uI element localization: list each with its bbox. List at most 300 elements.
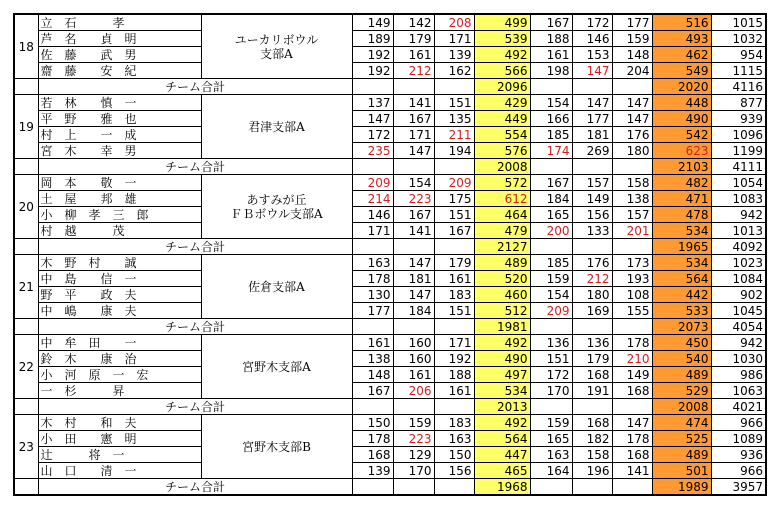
group-number: 20 — [14, 175, 38, 239]
team-sum-grand: 4111 — [711, 159, 766, 175]
team-name-line: ＦＢボウル支部A — [230, 206, 323, 221]
empty-cell — [434, 319, 474, 335]
empty-cell — [393, 79, 434, 95]
score-cell: 576 — [474, 143, 530, 159]
score-cell: 141 — [393, 223, 434, 239]
score-cell: 163 — [352, 255, 393, 271]
score-cell: 167 — [393, 207, 434, 223]
score-cell: 157 — [612, 207, 652, 223]
score-cell: 136 — [530, 335, 572, 351]
score-cell: 147 — [612, 111, 652, 127]
empty-cell — [612, 319, 652, 335]
score-cell: 471 — [652, 191, 711, 207]
score-cell: 148 — [352, 367, 393, 383]
score-cell: 161 — [434, 383, 474, 399]
empty-cell — [434, 239, 474, 255]
score-cell: 161 — [530, 47, 572, 63]
empty-cell — [530, 159, 572, 175]
score-cell: 169 — [572, 303, 612, 319]
score-cell: 448 — [652, 95, 711, 111]
score-cell: 212 — [393, 63, 434, 79]
player-row — [14, 383, 766, 399]
player-name-text: 岡 本 敬 一 — [40, 175, 137, 190]
score-cell: 540 — [652, 351, 711, 367]
player-row — [14, 95, 766, 111]
empty-cell — [612, 79, 652, 95]
score-cell: 482 — [652, 175, 711, 191]
score-cell: 177 — [612, 14, 652, 31]
team-sum-total: 2096 — [474, 79, 530, 95]
player-row — [14, 143, 766, 159]
player-name — [38, 431, 201, 447]
group-number: 22 — [14, 335, 38, 399]
score-cell: 499 — [474, 14, 530, 31]
team-sum-label: チーム合計 — [38, 159, 352, 175]
score-cell: 159 — [530, 271, 572, 287]
empty-cell — [393, 319, 434, 335]
team-sum-total2: 2008 — [652, 399, 711, 415]
player-row — [14, 431, 766, 447]
score-cell: 189 — [352, 31, 393, 47]
player-row — [14, 175, 766, 191]
team-sum-total: 2127 — [474, 239, 530, 255]
score-cell: 183 — [434, 287, 474, 303]
empty-cell — [352, 319, 393, 335]
score-cell: 489 — [474, 255, 530, 271]
score-cell: 493 — [652, 31, 711, 47]
score-cell: 163 — [530, 447, 572, 463]
score-cell: 141 — [393, 95, 434, 111]
score-cell: 159 — [530, 415, 572, 431]
score-cell: 566 — [474, 63, 530, 79]
score-cell: 151 — [434, 207, 474, 223]
score-cell: 464 — [474, 207, 530, 223]
score-cell: 554 — [474, 127, 530, 143]
player-name-text: 村 越 茂 — [40, 223, 125, 238]
score-cell: 1013 — [711, 223, 766, 239]
score-cell: 902 — [711, 287, 766, 303]
score-cell: 147 — [572, 95, 612, 111]
player-name-text: 一 杉 昇 — [40, 383, 125, 398]
score-cell: 564 — [652, 271, 711, 287]
score-cell: 966 — [711, 463, 766, 479]
score-cell: 179 — [572, 351, 612, 367]
score-cell: 146 — [572, 31, 612, 47]
player-name-text: 山 口 清 一 — [40, 463, 137, 478]
player-name — [38, 207, 201, 223]
score-cell: 142 — [393, 14, 434, 31]
team-sum-row — [14, 79, 766, 95]
team-sum-label: チーム合計 — [38, 79, 352, 95]
empty-cell — [352, 239, 393, 255]
team-sum-total: 1981 — [474, 319, 530, 335]
score-cell: 479 — [474, 223, 530, 239]
score-cell: 182 — [572, 431, 612, 447]
score-cell: 520 — [474, 271, 530, 287]
score-cell: 180 — [572, 287, 612, 303]
score-cell: 176 — [612, 127, 652, 143]
score-cell: 1032 — [711, 31, 766, 47]
player-name — [38, 303, 201, 319]
score-cell: 148 — [612, 47, 652, 63]
score-cell: 1199 — [711, 143, 766, 159]
team-sum-row — [14, 399, 766, 415]
score-cell: 173 — [612, 255, 652, 271]
score-cell: 204 — [612, 63, 652, 79]
player-name — [38, 415, 201, 431]
empty-cell — [352, 479, 393, 496]
score-cell: 133 — [572, 223, 612, 239]
empty-cell — [530, 319, 572, 335]
score-cell: 497 — [474, 367, 530, 383]
team-name-line: 君津支部A — [248, 119, 305, 134]
score-cell: 185 — [530, 127, 572, 143]
score-cell: 986 — [711, 367, 766, 383]
team-sum-total2: 2103 — [652, 159, 711, 175]
empty-cell — [530, 239, 572, 255]
empty-cell — [612, 399, 652, 415]
score-cell: 184 — [530, 191, 572, 207]
team-sum-total: 2013 — [474, 399, 530, 415]
score-cell: 171 — [352, 223, 393, 239]
team-name — [201, 95, 352, 159]
score-cell: 164 — [530, 463, 572, 479]
score-cell: 150 — [434, 447, 474, 463]
score-cell: 449 — [474, 111, 530, 127]
score-cell: 1015 — [711, 14, 766, 31]
team-sum-label: チーム合計 — [38, 399, 352, 415]
score-cell: 163 — [434, 431, 474, 447]
player-row — [14, 223, 766, 239]
score-cell: 165 — [530, 207, 572, 223]
score-cell: 154 — [530, 287, 572, 303]
sum-blank-cell — [14, 319, 38, 335]
score-cell: 512 — [474, 303, 530, 319]
score-cell: 539 — [474, 31, 530, 47]
score-cell: 176 — [572, 255, 612, 271]
score-cell: 542 — [652, 127, 711, 143]
score-cell: 529 — [652, 383, 711, 399]
player-row — [14, 415, 766, 431]
score-cell: 158 — [572, 447, 612, 463]
score-cell: 450 — [652, 335, 711, 351]
score-cell: 210 — [612, 351, 652, 367]
score-cell: 492 — [474, 415, 530, 431]
player-name — [38, 175, 201, 191]
score-cell: 223 — [393, 431, 434, 447]
score-cell: 157 — [572, 175, 612, 191]
empty-cell — [352, 79, 393, 95]
score-cell: 159 — [393, 415, 434, 431]
score-cell: 184 — [393, 303, 434, 319]
score-cell: 612 — [474, 191, 530, 207]
player-name — [38, 14, 201, 31]
score-cell: 137 — [352, 95, 393, 111]
sum-blank-cell — [14, 479, 38, 496]
player-row — [14, 207, 766, 223]
team-name-line: あすみが丘 — [246, 192, 307, 207]
score-cell: 235 — [352, 143, 393, 159]
score-cell: 534 — [652, 223, 711, 239]
player-name — [38, 63, 201, 79]
score-cell: 167 — [352, 383, 393, 399]
team-sum-grand: 4116 — [711, 79, 766, 95]
score-cell: 1115 — [711, 63, 766, 79]
team-name-line: ユーカリボウル — [234, 32, 319, 47]
score-cell: 147 — [612, 95, 652, 111]
score-cell: 178 — [612, 335, 652, 351]
group-number: 19 — [14, 95, 38, 159]
score-cell: 147 — [393, 287, 434, 303]
score-cell: 442 — [652, 287, 711, 303]
score-cell: 179 — [434, 255, 474, 271]
score-cell: 1030 — [711, 351, 766, 367]
score-cell: 942 — [711, 207, 766, 223]
score-cell: 135 — [434, 111, 474, 127]
team-sum-label: チーム合計 — [38, 319, 352, 335]
score-cell: 489 — [652, 447, 711, 463]
score-cell: 209 — [434, 175, 474, 191]
team-name — [201, 255, 352, 319]
player-name-text: 野 平 政 夫 — [40, 287, 137, 302]
score-cell: 223 — [393, 191, 434, 207]
score-cell: 572 — [474, 175, 530, 191]
score-cell: 151 — [530, 351, 572, 367]
score-cell: 178 — [352, 271, 393, 287]
score-cell: 198 — [530, 63, 572, 79]
score-cell: 623 — [652, 143, 711, 159]
player-name-text: 宮 木 幸 男 — [40, 143, 137, 158]
group-number: 21 — [14, 255, 38, 319]
score-cell: 877 — [711, 95, 766, 111]
player-row — [14, 31, 766, 47]
score-cell: 465 — [474, 463, 530, 479]
team-sum-row — [14, 239, 766, 255]
score-cell: 154 — [530, 95, 572, 111]
score-cell: 1063 — [711, 383, 766, 399]
score-cell: 534 — [652, 255, 711, 271]
score-cell: 1045 — [711, 303, 766, 319]
score-cell: 147 — [612, 415, 652, 431]
player-row — [14, 111, 766, 127]
score-cell: 1096 — [711, 127, 766, 143]
player-row — [14, 463, 766, 479]
player-row — [14, 63, 766, 79]
score-cell: 167 — [530, 14, 572, 31]
score-cell: 149 — [352, 14, 393, 31]
team-name — [201, 175, 352, 239]
score-cell: 159 — [612, 31, 652, 47]
empty-cell — [572, 159, 612, 175]
score-cell: 192 — [352, 63, 393, 79]
empty-cell — [393, 479, 434, 496]
team-name — [201, 335, 352, 399]
empty-cell — [612, 239, 652, 255]
score-cell: 1083 — [711, 191, 766, 207]
score-cell: 211 — [434, 127, 474, 143]
player-name — [38, 143, 201, 159]
empty-cell — [352, 399, 393, 415]
score-cell: 196 — [572, 463, 612, 479]
player-name — [38, 95, 201, 111]
player-name — [38, 127, 201, 143]
team-name-line: 支部A — [260, 46, 293, 61]
player-name-text: 小 田 憲 明 — [40, 431, 137, 446]
empty-cell — [572, 239, 612, 255]
score-cell: 138 — [352, 351, 393, 367]
empty-cell — [572, 479, 612, 496]
team-name — [201, 14, 352, 79]
team-sum-total: 1968 — [474, 479, 530, 496]
team-name-line: 佐倉支部A — [248, 279, 305, 294]
player-row — [14, 367, 766, 383]
empty-cell — [352, 159, 393, 175]
score-cell: 209 — [352, 175, 393, 191]
player-name — [38, 463, 201, 479]
player-row — [14, 14, 766, 31]
player-name-text: 齋 藤 安 紀 — [40, 63, 137, 78]
score-cell: 172 — [530, 367, 572, 383]
empty-cell — [530, 479, 572, 496]
score-cell: 178 — [352, 431, 393, 447]
score-cell: 177 — [572, 111, 612, 127]
score-cell: 138 — [612, 191, 652, 207]
player-name-text: 辻 将 一 — [40, 447, 125, 462]
score-cell: 130 — [352, 287, 393, 303]
sum-blank-cell — [14, 159, 38, 175]
player-name-text: 木 野 村 誠 — [40, 255, 137, 270]
player-name — [38, 287, 201, 303]
empty-cell — [393, 399, 434, 415]
player-row — [14, 303, 766, 319]
score-cell: 181 — [572, 127, 612, 143]
score-cell: 492 — [474, 335, 530, 351]
score-cell: 183 — [434, 415, 474, 431]
team-sum-total2: 1989 — [652, 479, 711, 496]
score-cell: 478 — [652, 207, 711, 223]
score-cell: 161 — [434, 271, 474, 287]
empty-cell — [434, 399, 474, 415]
player-name-text: 中 牟 田 一 — [40, 335, 137, 350]
player-name — [38, 447, 201, 463]
group-number: 23 — [14, 415, 38, 479]
sum-blank-cell — [14, 79, 38, 95]
player-row — [14, 255, 766, 271]
score-cell: 147 — [393, 255, 434, 271]
score-cell: 208 — [434, 14, 474, 31]
team-sum-row — [14, 479, 766, 496]
score-cell: 175 — [434, 191, 474, 207]
score-cell: 490 — [474, 351, 530, 367]
player-name-text: 土 屋 邦 雄 — [40, 191, 137, 206]
score-cell: 936 — [711, 447, 766, 463]
score-cell: 156 — [572, 207, 612, 223]
team-sum-grand: 4092 — [711, 239, 766, 255]
score-cell: 168 — [352, 447, 393, 463]
score-cell: 192 — [434, 351, 474, 367]
score-cell: 489 — [652, 367, 711, 383]
team-sum-grand: 4054 — [711, 319, 766, 335]
player-name — [38, 47, 201, 63]
player-name — [38, 191, 201, 207]
score-cell: 214 — [352, 191, 393, 207]
team-name — [201, 415, 352, 479]
player-row — [14, 351, 766, 367]
player-name-text: 平 野 雅 也 — [40, 111, 137, 126]
empty-cell — [612, 159, 652, 175]
score-cell: 206 — [393, 383, 434, 399]
player-name — [38, 335, 201, 351]
team-sum-row — [14, 319, 766, 335]
score-cell: 447 — [474, 447, 530, 463]
score-cell: 149 — [612, 367, 652, 383]
score-cell: 160 — [393, 351, 434, 367]
score-cell: 139 — [352, 463, 393, 479]
player-name-text: 立 石 孝 — [40, 15, 125, 30]
player-name — [38, 351, 201, 367]
empty-cell — [572, 319, 612, 335]
score-cell: 954 — [711, 47, 766, 63]
score-cell: 564 — [474, 431, 530, 447]
score-cell: 192 — [352, 47, 393, 63]
player-name — [38, 383, 201, 399]
player-name-text: 佐 藤 武 男 — [40, 47, 137, 62]
player-name — [38, 255, 201, 271]
score-cell: 180 — [612, 143, 652, 159]
player-row — [14, 335, 766, 351]
empty-cell — [572, 79, 612, 95]
score-cell: 150 — [352, 415, 393, 431]
score-cell: 181 — [393, 271, 434, 287]
score-cell: 158 — [612, 175, 652, 191]
team-sum-total2: 2073 — [652, 319, 711, 335]
score-cell: 191 — [572, 383, 612, 399]
score-cell: 429 — [474, 95, 530, 111]
team-sum-total: 2008 — [474, 159, 530, 175]
player-name-text: 小 河 原 一 宏 — [40, 367, 149, 382]
score-cell: 153 — [572, 47, 612, 63]
score-cell: 501 — [652, 463, 711, 479]
empty-cell — [434, 79, 474, 95]
score-cell: 179 — [393, 31, 434, 47]
score-cell: 1054 — [711, 175, 766, 191]
score-cell: 174 — [530, 143, 572, 159]
team-sum-label: チーム合計 — [38, 479, 352, 496]
player-name-text: 村 上 一 成 — [40, 127, 137, 142]
score-cell: 1084 — [711, 271, 766, 287]
score-cell: 516 — [652, 14, 711, 31]
score-cell: 188 — [434, 367, 474, 383]
score-table — [13, 13, 767, 496]
player-name-text: 木 村 和 夫 — [40, 415, 137, 430]
score-cell: 147 — [572, 63, 612, 79]
score-cell: 161 — [393, 367, 434, 383]
score-cell: 212 — [572, 271, 612, 287]
player-name-text: 若 林 慎 一 — [40, 95, 137, 110]
score-cell: 136 — [572, 335, 612, 351]
score-cell: 188 — [530, 31, 572, 47]
score-cell: 146 — [352, 207, 393, 223]
score-cell: 474 — [652, 415, 711, 431]
team-sum-total2: 1965 — [652, 239, 711, 255]
score-cell: 154 — [393, 175, 434, 191]
score-cell: 170 — [393, 463, 434, 479]
score-cell: 147 — [393, 143, 434, 159]
score-cell: 168 — [612, 447, 652, 463]
score-cell: 1023 — [711, 255, 766, 271]
score-cell: 533 — [652, 303, 711, 319]
score-cell: 460 — [474, 287, 530, 303]
